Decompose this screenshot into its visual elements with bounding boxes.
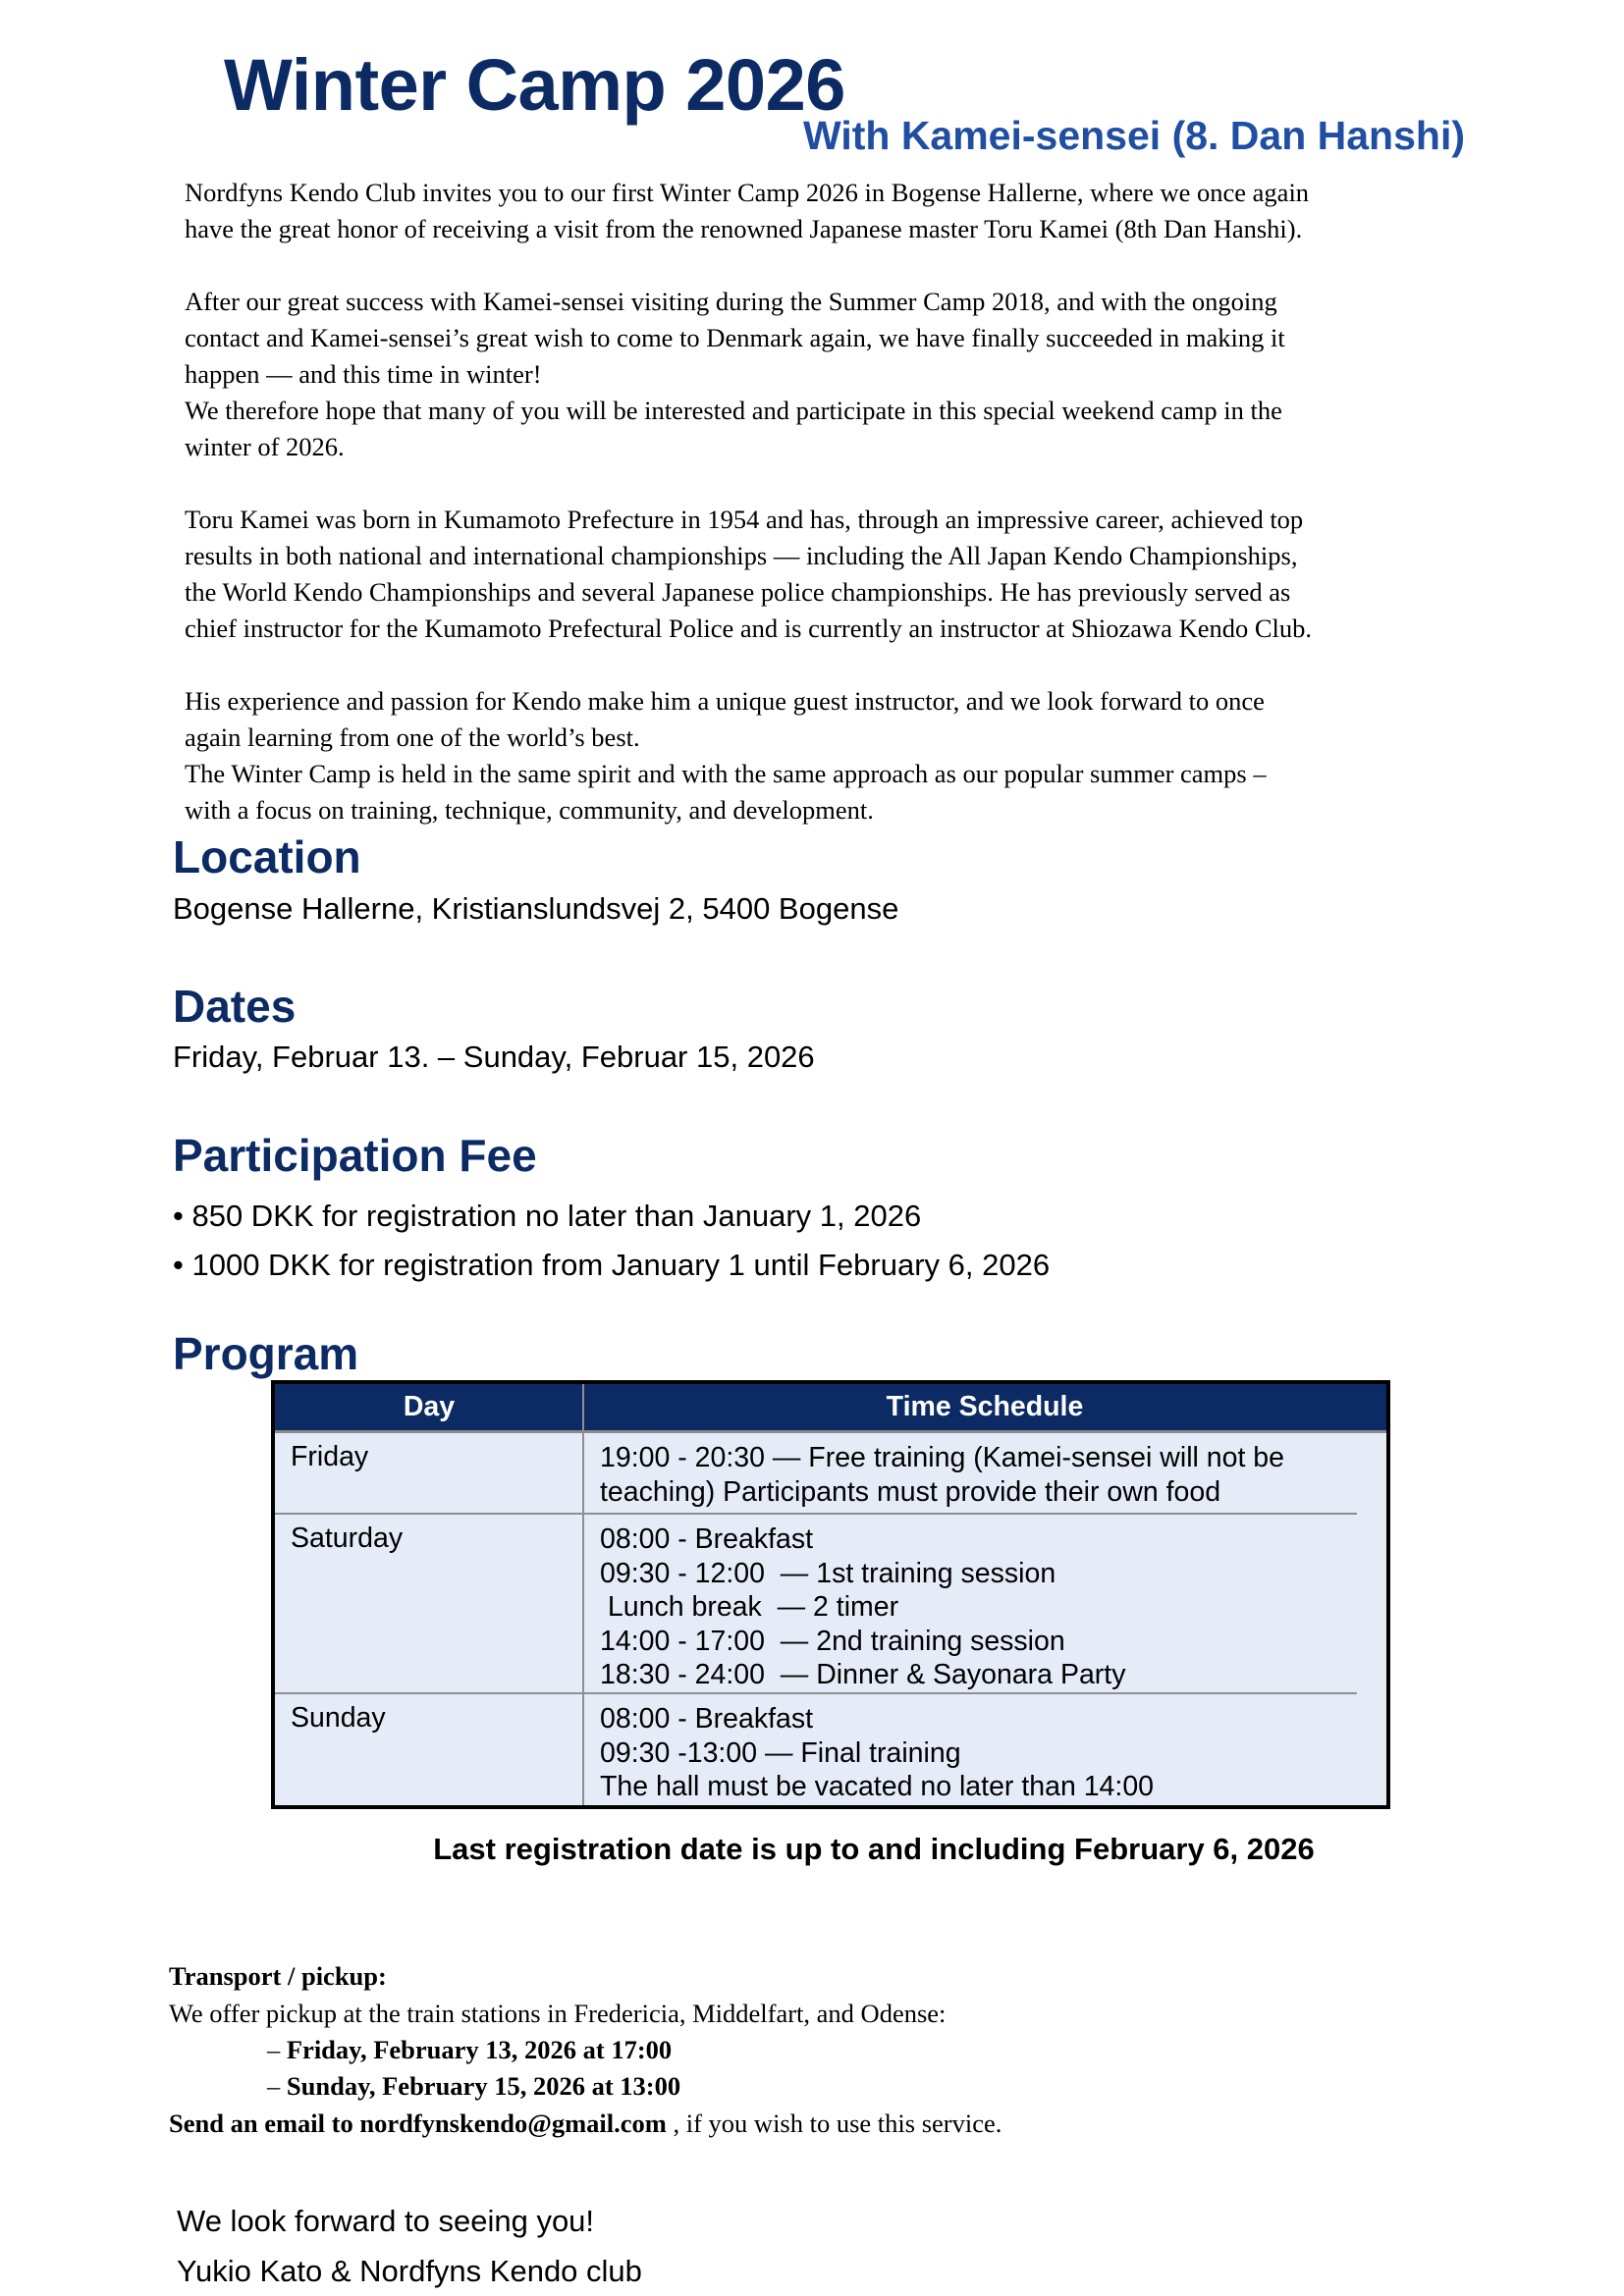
schedule-line: The hall must be vacated no later than 14:00	[600, 1771, 1155, 1802]
row-day: Saturday	[291, 1522, 404, 1554]
intro-line: winter of 2026.	[185, 432, 345, 461]
intro-line: the World Kendo Championships and several Japanese police championships. He has previously served as	[185, 577, 1291, 607]
intro-line: After our great success with Kamei-sensei visiting during the Summer Camp 2018, and with the ongoing	[185, 287, 1277, 316]
table-row	[275, 1433, 1386, 1517]
schedule-line: 19:00 - 20:30 — Free training (Kamei-sensei will not be	[600, 1442, 1285, 1473]
row-day: Friday	[291, 1441, 369, 1472]
table-header	[275, 1384, 1386, 1433]
schedule-line: 18:30 - 24:00 — Dinner & Sayonara Party	[600, 1659, 1126, 1690]
fee-heading: Participation Fee	[173, 1130, 537, 1181]
dash: –	[267, 2071, 281, 2101]
row-schedule	[600, 1522, 1125, 1692]
location-text: Bogense Hallerne, Kristianslundsvej 2, 5400 Bogense	[173, 891, 899, 926]
intro-line: The Winter Camp is held in the same spirit and with the same approach as our popular summer camps –	[185, 759, 1267, 788]
email-link[interactable]: nordfynskendo@gmail.com	[359, 2109, 667, 2138]
page-subtitle: With Kamei-sensei (8. Dan Hanshi)	[803, 113, 1465, 158]
transport-heading: Transport / pickup:	[169, 1961, 387, 1991]
intro-line: with a focus on training, technique, community, and development.	[185, 795, 874, 825]
paragraph-gap	[185, 247, 1559, 284]
schedule-line: teaching) Participants must provide their own food	[600, 1475, 1221, 1508]
table-row	[275, 1515, 1386, 1691]
intro-line: His experience and passion for Kendo make him a unique guest instructor, and we look forward to once	[185, 686, 1265, 716]
intro-line: We therefore hope that many of you will be interested and participate in this special weekend camp in the	[185, 396, 1282, 425]
intro-line: happen — and this time in winter!	[185, 359, 542, 389]
email-prefix: Send an email to	[169, 2109, 360, 2138]
intro-line: Nordfyns Kendo Club invites you to our first Winter Camp 2026 in Bogense Hallerne, where we once again	[185, 178, 1310, 207]
transport-intro: We offer pickup at the train stations in Fredericia, Middelfart, and Odense:	[169, 1999, 947, 2028]
schedule-line: 09:30 - 12:00 — 1st training session	[600, 1557, 1056, 1589]
email-instruction	[169, 2109, 1001, 2139]
signature: Yukio Kato & Nordfyns Kendo club	[177, 2254, 642, 2288]
column-header-day: Day	[403, 1391, 456, 1422]
closing-line: We look forward to seeing you!	[177, 2204, 595, 2238]
paragraph-gap	[185, 465, 1559, 502]
schedule-line: Lunch break — 2 timer	[600, 1591, 899, 1623]
column-header-time-schedule: Time Schedule	[886, 1391, 1084, 1422]
program-heading: Program	[173, 1328, 359, 1379]
table-row	[275, 1694, 1386, 1807]
dash: –	[267, 2035, 281, 2064]
schedule-line: 08:00 - Breakfast	[600, 1703, 814, 1735]
schedule-line: 14:00 - 17:00 — 2nd training session	[600, 1625, 1065, 1657]
program-table	[271, 1380, 1390, 1809]
page-title: Winter Camp 2026	[224, 44, 845, 126]
pickup-time	[267, 2071, 680, 2102]
row-schedule	[600, 1441, 1284, 1509]
intro-line: contact and Kamei-sensei’s great wish to come to Denmark again, we have finally succeeded in making it	[185, 323, 1285, 352]
intro-line: Toru Kamei was born in Kumamoto Prefecture in 1954 and has, through an impressive career, achieved top	[185, 505, 1304, 534]
schedule-line: 08:00 - Breakfast	[600, 1523, 814, 1555]
pickup-time-text: Sunday, February 15, 2026 at 13:00	[286, 2071, 681, 2101]
paragraph-gap	[185, 647, 1559, 683]
fee-item: • 850 DKK for registration no later than January 1, 2026	[173, 1199, 922, 1233]
registration-deadline: Last registration date is up to and including February 6, 2026	[433, 1832, 1315, 1866]
schedule-line: 09:30 -13:00 — Final training	[600, 1736, 961, 1769]
intro-line: again learning from one of the world’s best.	[185, 722, 640, 752]
row-day: Sunday	[291, 1702, 386, 1734]
intro-line: have the great honor of receiving a visit from the renowned Japanese master Toru Kamei (8th Dan Hanshi).	[185, 214, 1303, 243]
location-heading: Location	[173, 831, 361, 882]
intro-text	[185, 175, 1559, 828]
intro-line: chief instructor for the Kumamoto Prefectural Police and is currently an instructor at Shiozawa Kendo Club.	[185, 614, 1313, 643]
dates-heading: Dates	[173, 981, 297, 1032]
dates-text: Friday, Februar 13. – Sunday, Februar 15, 2026	[173, 1040, 815, 1074]
email-suffix: , if you wish to use this service.	[666, 2109, 1002, 2138]
row-schedule	[600, 1702, 1154, 1804]
pickup-time-text: Friday, February 13, 2026 at 17:00	[286, 2035, 673, 2064]
pickup-time	[267, 2035, 672, 2065]
fee-item: • 1000 DKK for registration from January 1 until February 6, 2026	[173, 1248, 1051, 1282]
intro-line: results in both national and international championships — including the All Japan Kendo Championships,	[185, 541, 1298, 570]
